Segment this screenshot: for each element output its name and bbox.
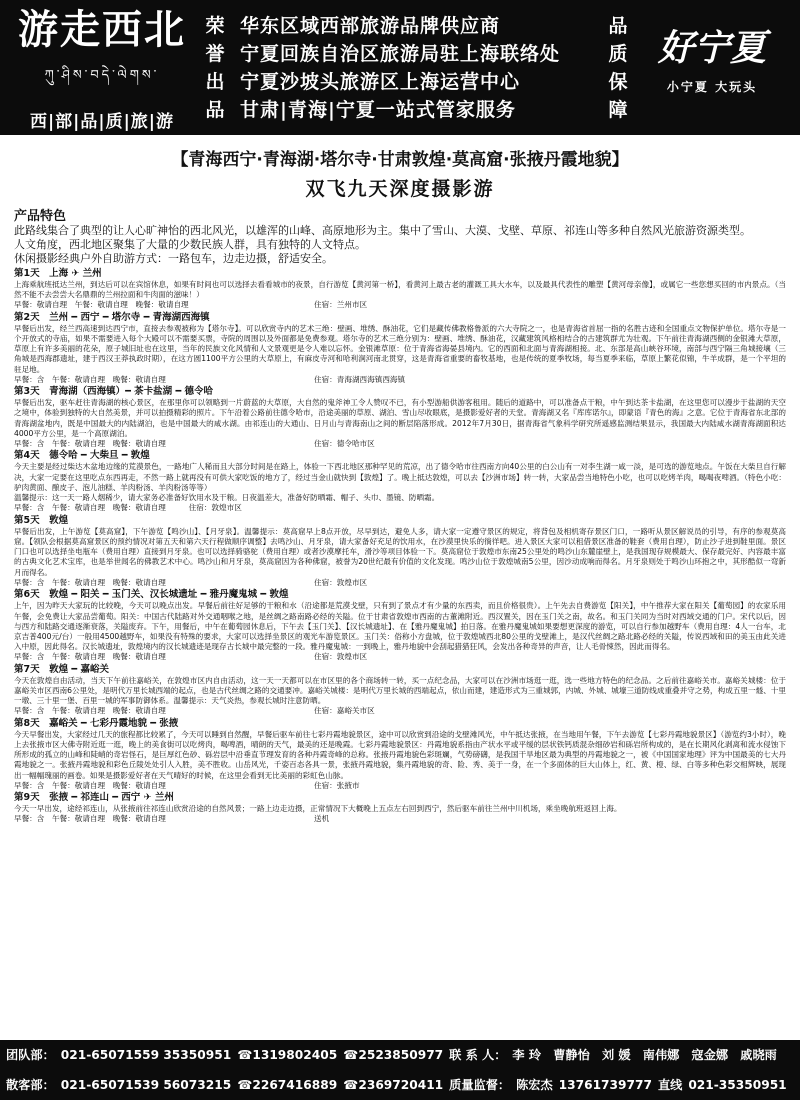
- day-description: 今天早餐出发，大家经过几天的旅程都比较累了，今天可以睡到自然醒，早餐后驱车前往七彩丹霞地貌景区，途中可以欣赏到沿途的戈壁滩风光，中午抵达张掖，在当地用午餐，下午去游览【七彩丹霞地貌景区】（游览约3小时），晚上去张掖市区大佛寺附近逛一逛，晚上的美食街可以吃烤肉，喝啤酒，晴朗的天气，最美的还是晚霞。七彩丹霞地貌景区：丹霞地貌系指由产状水平或平缓的层状铁钙质混杂细砂岩和砾岩所构成的，是在长期风化剥离和流水侵蚀下所形成的孤立的山峰和陡峭的奇岩怪石，是巨厚红色砂、砾岩层中沿垂直节理发育的各种丹霞奇峰的总称。张掖丹霞地貌色彩斑斓，气势磅礴，是我国干旱地区最为典型的丹霞地貌之一，被《中国国家地理》评为中国最美的七大丹霞地貌之一。张掖丹霞地貌和彩色丘陵处处引人入胜，美不胜收。山岳风光，千姿百态各具一景，张掖丹霞地貌，集丹霞地貌的奇、险、秀、美于一身，在一个多面体的巨大山体上，红、黄、橙、绿、白等多种色彩交相辉映，展现出一幅幅瑰丽的画卷。如果是摄影爱好者在天气晴好的时候，在这里会看到无比美丽的彩虹色山脉。: [14, 729, 786, 780]
- qq-contact[interactable]: ☎1319802405: [237, 1048, 338, 1062]
- day-title: 第6天 敦煌 ━ 阳关 ━ 玉门关、汉长城遗址 ━ 雅丹魔鬼城 ━ 敦煌: [14, 589, 289, 601]
- fit-dept-row: [0, 1070, 800, 1100]
- day-meals-lodging: [14, 706, 786, 716]
- quality-char: 保: [608, 71, 628, 93]
- direct-line-phone[interactable]: 021-35350951: [688, 1078, 787, 1092]
- day-meals-lodging: [14, 300, 786, 310]
- header-banner: [0, 0, 800, 135]
- feature-line: 此路线集合了典型的让人心旷神怡的西北风光，以雄浑的山峰、高原地形为主。集中了雪山、大漠、戈壁、草原、祁连山等多种自然风光旅游资源类型。: [14, 224, 751, 237]
- logo-left-tibetan: ཀུ་ཤིས་བདེ་ལེགས་: [44, 68, 160, 83]
- day-title: 第4天 德令哈 ━ 大柴旦 ━ 敦煌: [14, 450, 150, 462]
- day-tip: 温馨提示：这一天一路人烟稀少，请大家务必准备好饮用水及干粮。日夜温差大，准备好防晒霜、帽子、头巾、墨镜、防晒霜。: [14, 493, 440, 503]
- day-meals-lodging: [14, 375, 786, 385]
- quality-char: 品: [608, 15, 628, 37]
- day-meals: 早餐：含 午餐：敬请自理 晚餐：敬请自理: [14, 374, 166, 384]
- day-title: 第2天 兰州 ━ 西宁 ━ 塔尔寺 ━ 青海湖西海镇: [14, 311, 210, 323]
- day-lodging: 送机: [314, 814, 330, 824]
- day-description: 早餐后出发，经兰西高速到达西宁市，直接去参观被称为【塔尔寺】。可以欣赏寺内的艺术三绝：壁画、堆绣、酥油花，它们是藏传佛教格鲁派的六大寺院之一，也是青海省首屈一指的名胜古迹和全国重点文物保护单位。塔尔寺是一个开放式的寺庙，如果不需要进入每个大殿可以不需要买票，寺院的周围以及外面都是免费参观。塔尔寺的艺术三绝分别为：壁画、堆绣、酥油花，汉藏建筑风格相结合的古建筑群尤为壮观。下午前往青海湖西侧的金银滩大草原，草原上有许多美丽的花朵，原子城旧址也在这里，当年的民族文化风情和人文景观更是令人难以忘怀。金银滩草原：位于青海省海晏县境内。它的西面和北面与青海湖相接。北、东部是高山峡谷环境，南部与西宁隔三角城接壤（三角城是西海郡遗址，建于西汉王莽执政时期），在这方圆1100平方公里的大草原上，有麻皮寺河和哈利涧河南北贯穿，这是青海省重要的畜牧基地，也是传统的夏季牧场，每当夏季来临，草原上繁花似锦，牛羊成群，是一个平坦的驻足地。: [14, 323, 786, 374]
- day-title: 第3天 青海湖（西海镇）━ 茶卡盐湖 ━ 德令哈: [14, 386, 213, 398]
- contacts-label: 联 系 人：: [449, 1048, 507, 1062]
- day-title: 第8天 嘉峪关 ━ 七彩丹霞地貌 ━ 张掖: [14, 717, 179, 729]
- day-lodging: 住宿：张掖市: [314, 780, 360, 790]
- day-meals: 早餐：含 午餐：敬请自理 晚餐：敬请自理: [14, 577, 166, 587]
- header-credentials: [240, 12, 600, 124]
- day-meals-lodging: [14, 652, 786, 662]
- day-meals-lodging: [14, 814, 786, 824]
- honor-char: 品: [205, 99, 225, 121]
- direct-line-label: 直线: [657, 1078, 683, 1092]
- honor-char: 出: [205, 71, 225, 93]
- itinerary-day: [14, 268, 786, 311]
- itinerary-day: [14, 792, 786, 825]
- day-meals-lodging: [14, 578, 786, 588]
- day-description: 早餐后出发，上午游览【莫高窟】，下午游览【鸣沙山】、【月牙泉】。温馨提示：莫高窟早上8点开放，尽早到达，避免人多，请大家一定遵守景区的规定，将背包及相机寄存景区门口，一路听从景区解说员的引导，有序的参观莫高窟。【领队会根据莫高窟景区的预约情况对第五天和第六天行程做顺序调整】去鸣沙山、月牙泉，请大家备好充足的饮用水，在沙漠里快乐的徜徉吧。进入景区大家可以租借景区准备的鞋套（费用自理），防止沙子进到鞋里面。景区门口也可以选择坐电瓶车（费用自理）直接到月牙泉。也可以选择骑骆驼（费用自理）或者沙漠摩托车，滑沙等项目体验一下。莫高窟位于敦煌市东南25公里处的鸣沙山东麓崖壁上，是我国现存规模最大、保存最完好、内容最丰富的古典文化艺术宝库，也是举世闻名的佛教艺术中心。鸣沙山和月牙泉，莫高窟因为各种佛窟，被誉为20世纪最有价值的文化发现。鸣沙山位于敦煌城南5公里，因沙动成响而得名。月牙泉则处于鸣沙山环抱之中，其形酷似一弯新月而得名。: [14, 526, 786, 577]
- day-title: 第1天 上海 ✈ 兰州: [14, 268, 102, 279]
- day-description: 早餐后出发，驱车赶往青海湖的核心景区，在那里你可以领略到一片蔚蓝的大草原，大自然的鬼斧神工令人赞叹不已，有小型游船供游客租用。随后的道路中，可以准备点干粮，中午到达茶卡盐湖，在这里您可以漫步于盐湖的天空之境中，体验到独特的大自然美景，并可以拍摄精彩的照片。下午沿着公路前往德令哈市，沿途美丽的草原、湖泊、雪山尽收眼底，是摄影爱好者的天堂。青海湖又名『库库诺尔』，即蒙语『青色的海』之意。它位于青海省东北部的青海湖盆地内，既是中国最大的内陆湖泊，也是中国最大的咸水湖。由祁连山的大通山、日月山与青海南山之间的断层陷落形成。2012年7月30日，据青海省气象科学研究所遥感监测结果显示，我国最大内陆咸水湖青海湖面积达4000平方公里，是一个高原湖泊。: [14, 398, 786, 438]
- logo-left-text: 游走西北: [18, 6, 186, 53]
- day-meals: 早餐：敬请自理 午餐：敬请自理 晚餐：敬请自理: [14, 300, 189, 310]
- feature-line: 人文角度，西北地区聚集了大量的少数民族人群，具有独特的人文特点。: [14, 238, 366, 251]
- logo-right-slogan: 小宁夏 大玩头: [666, 80, 758, 94]
- credential-line: 甘肃|青海|宁夏一站式管家服务: [240, 99, 516, 121]
- quality-char: 质: [608, 43, 628, 65]
- itinerary-day: [14, 450, 786, 513]
- qq-contact[interactable]: ☎2267416889: [237, 1078, 338, 1092]
- day-meals: 早餐：含 午餐：敬请自理 晚餐：敬请自理: [14, 780, 166, 790]
- credential-line: 华东区域西部旅游品牌供应商: [240, 15, 501, 37]
- itinerary-day: [14, 589, 786, 662]
- tour-title: [0, 145, 800, 201]
- qq-contact[interactable]: ☎2523850977: [343, 1048, 444, 1062]
- itinerary-day: [14, 312, 786, 385]
- feature-line: 休闲摄影经典户外自助游方式：一路包车，边走边摄，舒适安全。: [14, 252, 333, 265]
- team-dept-phones[interactable]: 021-65071559 35350951: [60, 1048, 232, 1062]
- credential-line: 宁夏回族自治区旅游局驻上海联络处: [240, 43, 561, 65]
- honor-vertical-text: [202, 12, 228, 124]
- day-lodging: 住宿：兰州市区: [314, 300, 368, 310]
- day-meals: 早餐：含 午餐：敬请自理 晚餐：敬请自理: [14, 706, 166, 716]
- day-meals: 早餐：含 午餐：敬请自理 晚餐：敬请自理: [14, 439, 166, 449]
- itinerary-day: [14, 664, 786, 717]
- itinerary-day: [14, 515, 786, 588]
- logo-right-text: 好宁夏: [657, 27, 766, 69]
- brand-logo-left: [12, 6, 192, 132]
- brand-logo-right: [632, 18, 792, 123]
- day-title: 第5天 敦煌: [14, 514, 69, 526]
- day-meals-lodging: [14, 439, 786, 449]
- day-lodging: 住宿：敦煌市区: [314, 577, 368, 587]
- day-meals-lodging: 早餐：含 午餐：敬请自理 晚餐：敬请自理 住宿：敦煌市区: [14, 503, 242, 513]
- fit-dept-label: 散客部：: [6, 1078, 55, 1092]
- day-meals: 早餐：含 午餐：敬请自理 晚餐：敬请自理: [14, 652, 166, 662]
- itinerary-day: [14, 718, 786, 791]
- day-lodging: 住宿：嘉峪关市区: [314, 706, 375, 716]
- qa-name: 陈宏杰: [516, 1078, 553, 1092]
- day-lodging: 住宿：德令哈市区: [314, 439, 375, 449]
- day-lodging: 住宿：青海湖西海镇西海镇: [314, 374, 406, 384]
- contact-footer: [0, 1040, 800, 1100]
- honor-char: 荣: [205, 15, 225, 37]
- team-dept-label: 团队部：: [6, 1048, 55, 1062]
- logo-left-slogan: 西|部|品|质|旅|游: [29, 112, 175, 132]
- itinerary: [14, 268, 786, 825]
- contact-names: 李 玲 曹静怡 刘 媛 南伟娜 寇金娜 戚晓雨: [512, 1048, 777, 1062]
- day-title: 第9天 张掖 ━ 祁连山 ━ 西宁 ✈ 兰州: [14, 792, 174, 804]
- day-meals: 早餐：含 午餐：敬请自理 晚餐：敬请自理: [14, 814, 166, 824]
- day-description: 上午，因为昨天大家玩的比较晚，今天可以晚点出发。早餐后前往好足够的干粮和水（沿途都是荒漠戈壁，只有到了景点才有少量的东西卖，而且价格很贵）。上午先去自费游览【阳关】，中午推荐大家在阳关【葡萄园】的农家乐用午餐，会免费让大家品尝葡萄。阳关：中国古代陆路对外交通咽喉之地，是丝绸之路南路必经的关隘。位于甘肃省敦煌市西南的古董滩附近。西汉置关，因在玉门关之南，故名。和玉门关同为当时对西域交通的门户。宋代以后，因与西方和陆路交通逐渐衰落，关隘废弃。下午，用餐后，中午在葡萄园休息后，下午去【玉门关】、【汉长城遗址】、在【雅丹魔鬼城】拍日落。在雅丹魔鬼城如果要想更深度的游览，可以自行参加越野车（费用自理：4人一台车，北京吉普400元/台）一般用4500越野车，如果没有特殊的要求，大家可以选择坐景区的观光车游览景区。玉门关：俗称小方盘城，位于敦煌城西北80公里的戈壁滩上，是汉代丝绸之路北路必经的关隘，传说西域和田的美玉由此关进入中原，因此得名。汉长城遗址，敦煌境内的汉长城遗迹是现存古长城中最完整的一段。雅丹魔鬼城：一到晚上，雅丹地貌中会刮起猎猎狂风，会发出各种奇异的声音，让人毛骨悚然，因此而得名。: [14, 601, 786, 652]
- day-description: 上海乘航班抵达兰州，到达后可以在宾馆休息，如果有时间也可以选择去看看城市的夜景，自行游览【黄河第一桥】，看黄河上最古老的灌溉工具大水车，以及最具代表性的雕塑【黄河母亲像】，或属它一些您想买回的市内景点。（当然不能不去尝尝大名鼎鼎的兰州拉面和牛肉面的滋味！）: [14, 280, 786, 300]
- honor-char: 誉: [205, 43, 225, 65]
- qa-phone[interactable]: 13761739777: [558, 1078, 652, 1092]
- tour-title-sub: 双飞九天深度摄影游: [305, 178, 495, 200]
- day-lodging: 住宿：敦煌市区: [314, 652, 368, 662]
- team-dept-row: [0, 1040, 800, 1070]
- day-description: 今天在敦煌自由活动，当天下午前往嘉峪关，在敦煌市区内自由活动，这一天一天都可以在市区里的各个商场转一转，买一点纪念品，大家可以在沙洲市场逛一逛，选一些地方特色的纪念品。之后前往嘉峪关市。嘉峪关城楼：位于嘉峪关市区西南6公里处，是明代万里长城西端的起点，也是古代丝绸之路的交通要冲。嘉峪关城楼：是明代万里长城的西端起点，依山而建，建造形式为三重城郭，内城、外城、城壕三道防线成重叠并守之势，构成五里一燧、十里一墩、三十里一堡、百里一城的军事防御体系。温馨提示：天气炎热，参观长城时注意防晒。: [14, 675, 786, 706]
- day-description: 今天主要是经过柴达木盆地边缘的荒漠景色，一路地广人稀而且大部分时间是在路上，体验一下西北地区那种罕见的荒凉，出了德令哈市往西南方向40公里的白公山有一对李生湖一咸一淡，是可选的游览地点。午饭在大柴旦自行解决，大家一定要在这里吃点东西再走，不然一路上就再没有可供大家吃饭的地方了，经过当金山就快到【敦煌】了。晚上抵达敦煌，可以去【沙洲市场】转一转，大家品尝当地特色小吃，也可以吃烤羊肉，喝喝夜啤酒。（特色小吃：驴肉黄面、酿皮子、泡儿油糕、羊肉粉汤、羊肉粉汤等等）: [14, 462, 786, 492]
- quality-char: 障: [608, 99, 628, 121]
- fit-dept-phones[interactable]: 021-65071539 56073215: [60, 1078, 232, 1092]
- content: [0, 205, 800, 825]
- features-heading: 产品特色: [14, 209, 67, 224]
- credential-line: 宁夏沙坡头旅游区上海运营中心: [240, 71, 521, 93]
- day-title: 第7天 敦煌 ━ 嘉峪关: [14, 663, 109, 675]
- qq-contact[interactable]: ☎2369720411: [343, 1078, 444, 1092]
- quality-vertical-text: [605, 12, 631, 124]
- day-description: 今天一早出发，途经祁连山，从张掖前往祁连山欣赏沿途的自然风景；一路上边走边摄，正常情况下大概晚上五点左右回到西宁，然后驱车前往兰州中川机场，乘坐晚航班返回上海。: [14, 804, 622, 814]
- tour-title-main: 【青海西宁·青海湖·塔尔寺·甘肃敦煌·莫高窟·张掖丹霞地貌】: [171, 150, 629, 170]
- qa-label: 质量监督：: [449, 1078, 511, 1092]
- itinerary-day: [14, 386, 786, 449]
- day-meals-lodging: [14, 781, 786, 791]
